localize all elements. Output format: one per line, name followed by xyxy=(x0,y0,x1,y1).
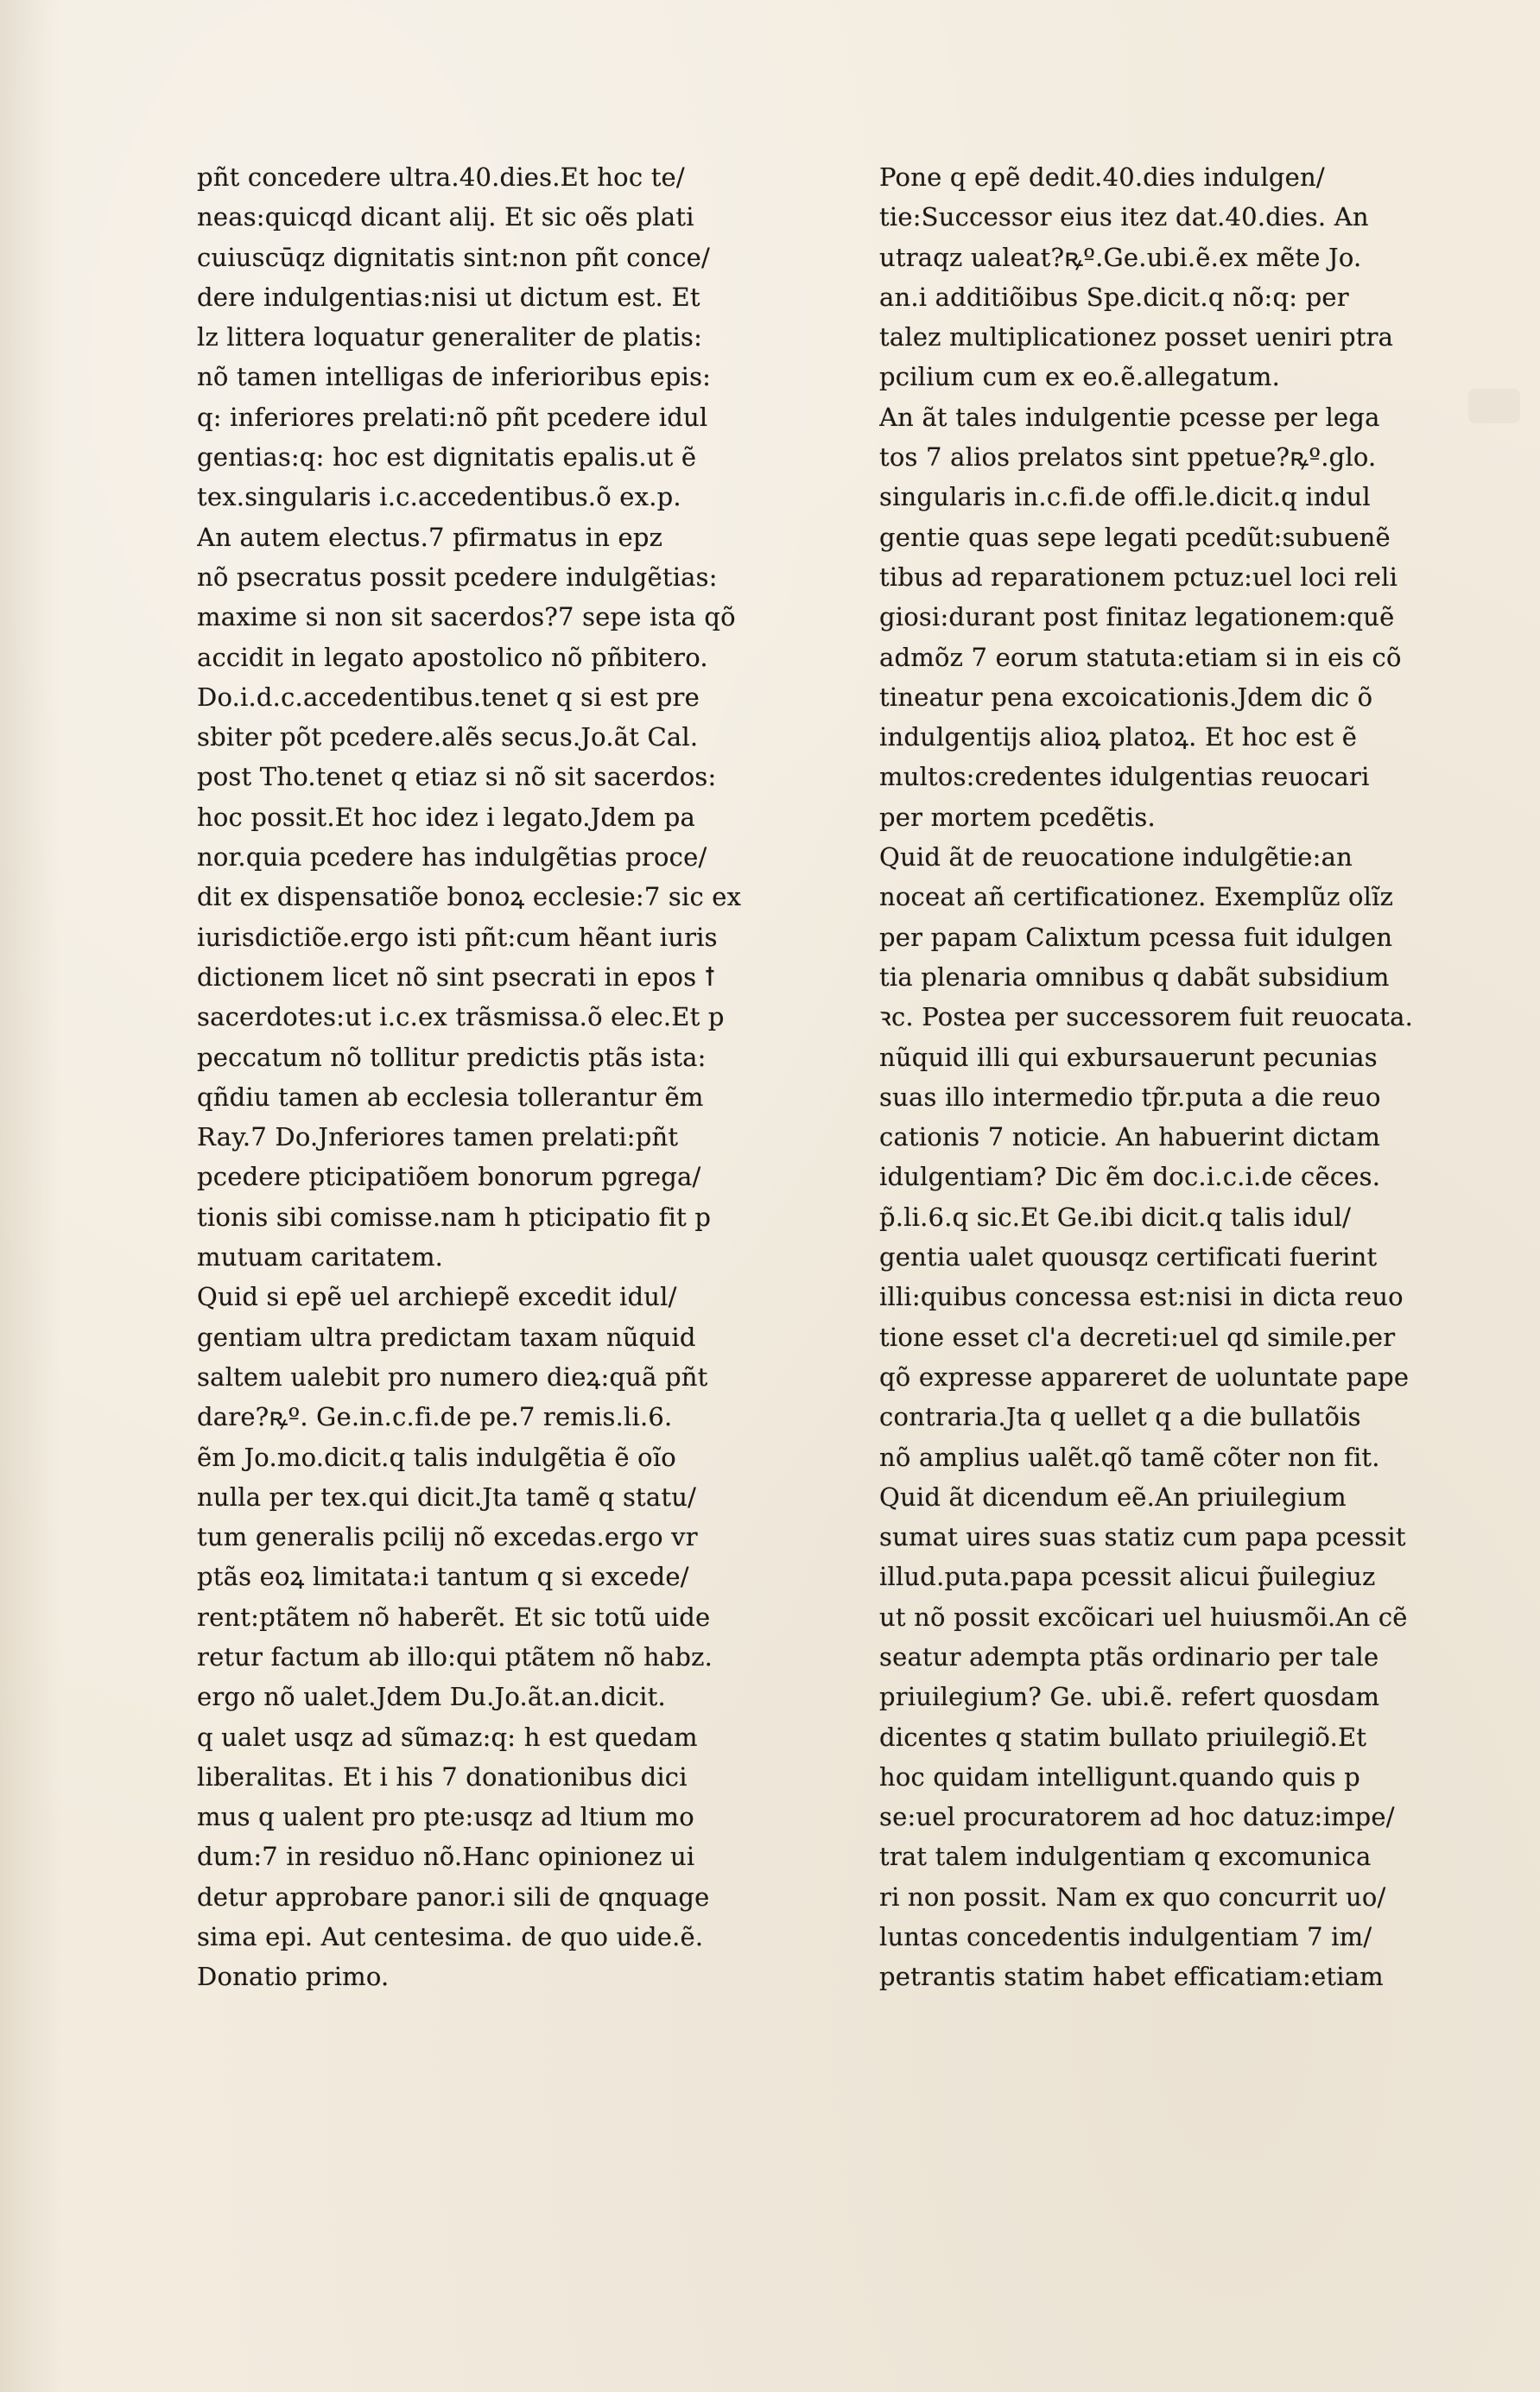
text-line: an.i additiõibus Spe.dicit.q nõ:q: per xyxy=(879,282,1349,312)
text-line: tione esset cl'a decreti:uel qd simile.per xyxy=(879,1322,1396,1352)
left-text-column xyxy=(197,157,819,1997)
text-line: seatur adempta ptãs ordinario per tale xyxy=(879,1641,1379,1672)
text-line: sacerdotes:ut i.c.ex trãsmissa.õ elec.Et p xyxy=(197,1002,725,1032)
text-line: peccatum nõ tollitur predictis ptãs ista: xyxy=(197,1042,707,1072)
text-line: petrantis statim habet efficatiam:etiam xyxy=(879,1962,1384,1992)
text-line: dicentes q statim bullato priuilegiõ.Et xyxy=(879,1722,1367,1752)
text-line: tie:Successor eius itez dat.40.dies. An xyxy=(879,202,1369,232)
text-line: ꝛc. Postea per successorem fuit reuocata. xyxy=(879,1002,1414,1032)
text-line: pñt concedere ultra.40.dies.Et hoc te/ xyxy=(197,162,685,192)
text-line: nulla per tex.qui dicit.Jta tamẽ q statu/ xyxy=(197,1482,697,1512)
text-line: dit ex dispensatiõe bonoꝝ ecclesie:7 sic ex xyxy=(197,882,742,912)
gutter-shadow xyxy=(0,0,60,2392)
text-line: gentia ualet quousqz certificati fuerint xyxy=(879,1242,1378,1272)
text-line: sima epi. Aut centesima. de quo uide.ẽ. xyxy=(197,1922,704,1952)
text-line: sumat uires suas statiz cum papa pcessit xyxy=(879,1522,1406,1552)
text-line: Pone q epẽ dedit.40.dies indulgen/ xyxy=(879,162,1325,192)
text-line: dare?ꝶº. Ge.in.c.fi.de pe.7 remis.li.6. xyxy=(197,1402,673,1432)
text-line: tineatur pena excoicationis.Jdem dic õ xyxy=(879,682,1373,712)
text-line: cuiuscūqz dignitatis sint:non pñt conce/ xyxy=(197,242,711,272)
text-line: An ãt tales indulgentie pcesse per lega xyxy=(879,402,1380,432)
text-line: suas illo intermedio tp̃r.puta a die reuo xyxy=(879,1082,1381,1112)
text-line: nõ tamen intelligas de inferioribus epis: xyxy=(197,362,712,392)
text-line: priuilegium? Ge. ubi.ẽ. refert quosdam xyxy=(879,1682,1380,1712)
text-line: mus q ualent pro pte:usqz ad ltium mo xyxy=(197,1802,694,1832)
text-line: pcilium cum ex eo.ẽ.allegatum. xyxy=(879,362,1281,392)
text-line: per mortem pcedẽtis. xyxy=(879,802,1156,832)
text-line: liberalitas. Et i his 7 donationibus dici xyxy=(197,1761,688,1792)
text-line: noceat añ certificationez. Exemplũz olĩz xyxy=(879,882,1394,912)
right-text-column xyxy=(879,157,1501,1997)
text-line: nũquid illi qui exbursauerunt pecunias xyxy=(879,1042,1378,1072)
text-line: qñdiu tamen ab ecclesia tollerantur ẽm xyxy=(197,1082,704,1112)
text-line: luntas concedentis indulgentiam 7 im/ xyxy=(879,1922,1372,1952)
text-line: dum:7 in residuo nõ.Hanc opinionez ui xyxy=(197,1842,695,1872)
text-line: hoc quidam intelligunt.quando quis p xyxy=(879,1761,1360,1792)
text-line: tibus ad reparationem pctuz:uel loci reli xyxy=(879,562,1398,592)
text-line: iurisdictiõe.ergo isti pñt:cum hẽant iuris xyxy=(197,922,718,952)
text-line: Donatio primo. xyxy=(197,1962,390,1992)
text-line: hoc possit.Et hoc idez i legato.Jdem pa xyxy=(197,802,695,832)
text-line: dictionem licet nõ sint psecrati in epos ꝉ xyxy=(197,961,716,992)
text-line: rent:ptãtem nõ haberẽt. Et sic totũ uide xyxy=(197,1602,711,1632)
text-line: sbiter põt pcedere.alẽs secus.Jo.ãt Cal. xyxy=(197,722,699,752)
text-line: singularis in.c.fi.de offi.le.dicit.q indul xyxy=(879,482,1371,512)
text-line: ẽm Jo.mo.dicit.q talis indulgẽtia ẽ oĩo xyxy=(197,1442,676,1472)
text-line: lz littera loquatur generaliter de platis: xyxy=(197,322,703,352)
text-line: gentias:q: hoc est dignitatis epalis.ut ẽ xyxy=(197,442,697,473)
text-line: nõ amplius ualẽt.qõ tamẽ cõter non fit. xyxy=(879,1442,1380,1472)
text-line: p̃.li.6.q sic.Et Ge.ibi dicit.q talis idul/ xyxy=(879,1202,1352,1232)
text-line: utraqz ualeat?ꝶº.Ge.ubi.ẽ.ex mẽte Jo. xyxy=(879,242,1362,272)
text-line: neas:quicqd dicant alij. Et sic oẽs plati xyxy=(197,202,694,232)
text-line: dere indulgentias:nisi ut dictum est. Et xyxy=(197,282,700,312)
text-line: Quid ãt de reuocatione indulgẽtie:an xyxy=(879,842,1353,872)
text-line: indulgentijs alioꝝ platoꝝ. Et hoc est ẽ xyxy=(879,722,1358,752)
text-line: illud.puta.papa pcessit alicui p̃uilegiuz xyxy=(879,1562,1376,1592)
text-line: pcedere pticipatiõem bonorum pgrega/ xyxy=(197,1162,701,1192)
text-line: mutuam caritatem. xyxy=(197,1242,444,1272)
text-line: gentie quas sepe legati pcedũt:subuenẽ xyxy=(879,522,1391,552)
text-line: post Tho.tenet q etiaz si nõ sit sacerdos: xyxy=(197,762,717,792)
text-line: se:uel procuratorem ad hoc datuz:impe/ xyxy=(879,1802,1395,1832)
text-line: maxime si non sit sacerdos?7 sepe ista qõ xyxy=(197,602,736,632)
text-line: q ualet usqz ad sũmaz:q: h est quedam xyxy=(197,1722,698,1752)
text-line: qõ expresse appareret de uoluntate pape xyxy=(879,1361,1410,1392)
text-line: per papam Calixtum pcessa fuit idulgen xyxy=(879,922,1393,952)
text-line: detur approbare panor.i sili de qnquage xyxy=(197,1881,710,1912)
text-line: talez multiplicationez posset ueniri ptra xyxy=(879,322,1394,352)
text-line: accidit in legato apostolico nõ pñbitero. xyxy=(197,642,708,672)
text-line: q: inferiores prelati:nõ pñt pcedere idul xyxy=(197,402,708,432)
text-line: Quid ãt dicendum eẽ.An priuilegium xyxy=(879,1482,1347,1512)
text-line: ut nõ possit excõicari uel huiusmõi.An cẽ xyxy=(879,1602,1408,1632)
text-line: cationis 7 noticie. An habuerint dictam xyxy=(879,1122,1381,1152)
text-line: ergo nõ ualet.Jdem Du.Jo.ãt.an.dicit. xyxy=(197,1682,666,1712)
text-line: retur factum ab illo:qui ptãtem nõ habz. xyxy=(197,1641,713,1672)
text-line: multos:credentes idulgentias reuocari xyxy=(879,762,1370,792)
text-line: tum generalis pcilij nõ excedas.ergo vr xyxy=(197,1522,698,1552)
text-line: contraria.Jta q uellet q a die bullatõis xyxy=(879,1402,1361,1432)
text-line: admõz 7 eorum statuta:etiam si in eis cõ xyxy=(879,642,1402,672)
text-line: nõ psecratus possit pcedere indulgẽtias: xyxy=(197,562,718,592)
text-line: giosi:durant post finitaz legationem:quẽ xyxy=(879,602,1395,632)
text-line: saltem ualebit pro numero dieꝝ:quã pñt xyxy=(197,1361,708,1392)
text-line: Quid si epẽ uel archiepẽ excedit idul/ xyxy=(197,1282,677,1312)
text-line: An autem electus.7 pfirmatus in epz xyxy=(197,522,663,552)
text-line: tex.singularis i.c.accedentibus.õ ex.p. xyxy=(197,482,681,512)
text-line: illi:quibus concessa est:nisi in dicta reuo xyxy=(879,1282,1404,1312)
text-line: ri non possit. Nam ex quo concurrit uo/ xyxy=(879,1881,1386,1912)
text-line: idulgentiam? Dic ẽm doc.i.c.i.de cẽces. xyxy=(879,1162,1381,1192)
text-line: tionis sibi comisse.nam h pticipatio fit p xyxy=(197,1202,712,1232)
text-line: Do.i.d.c.accedentibus.tenet q si est pre xyxy=(197,682,700,712)
text-line: trat talem indulgentiam q excomunica xyxy=(879,1842,1372,1872)
text-line: Ray.7 Do.Jnferiores tamen prelati:pñt xyxy=(197,1122,679,1152)
text-line: tia plenaria omnibus q dabãt subsidium xyxy=(879,961,1390,992)
text-line: tos 7 alios prelatos sint ppetue?ꝶº.glo. xyxy=(879,442,1377,473)
text-line: nor.quia pcedere has indulgẽtias proce/ xyxy=(197,842,707,872)
text-line: ptãs eoꝝ limitata:i tantum q si excede/ xyxy=(197,1562,689,1592)
text-line: gentiam ultra predictam taxam nũquid xyxy=(197,1322,696,1352)
